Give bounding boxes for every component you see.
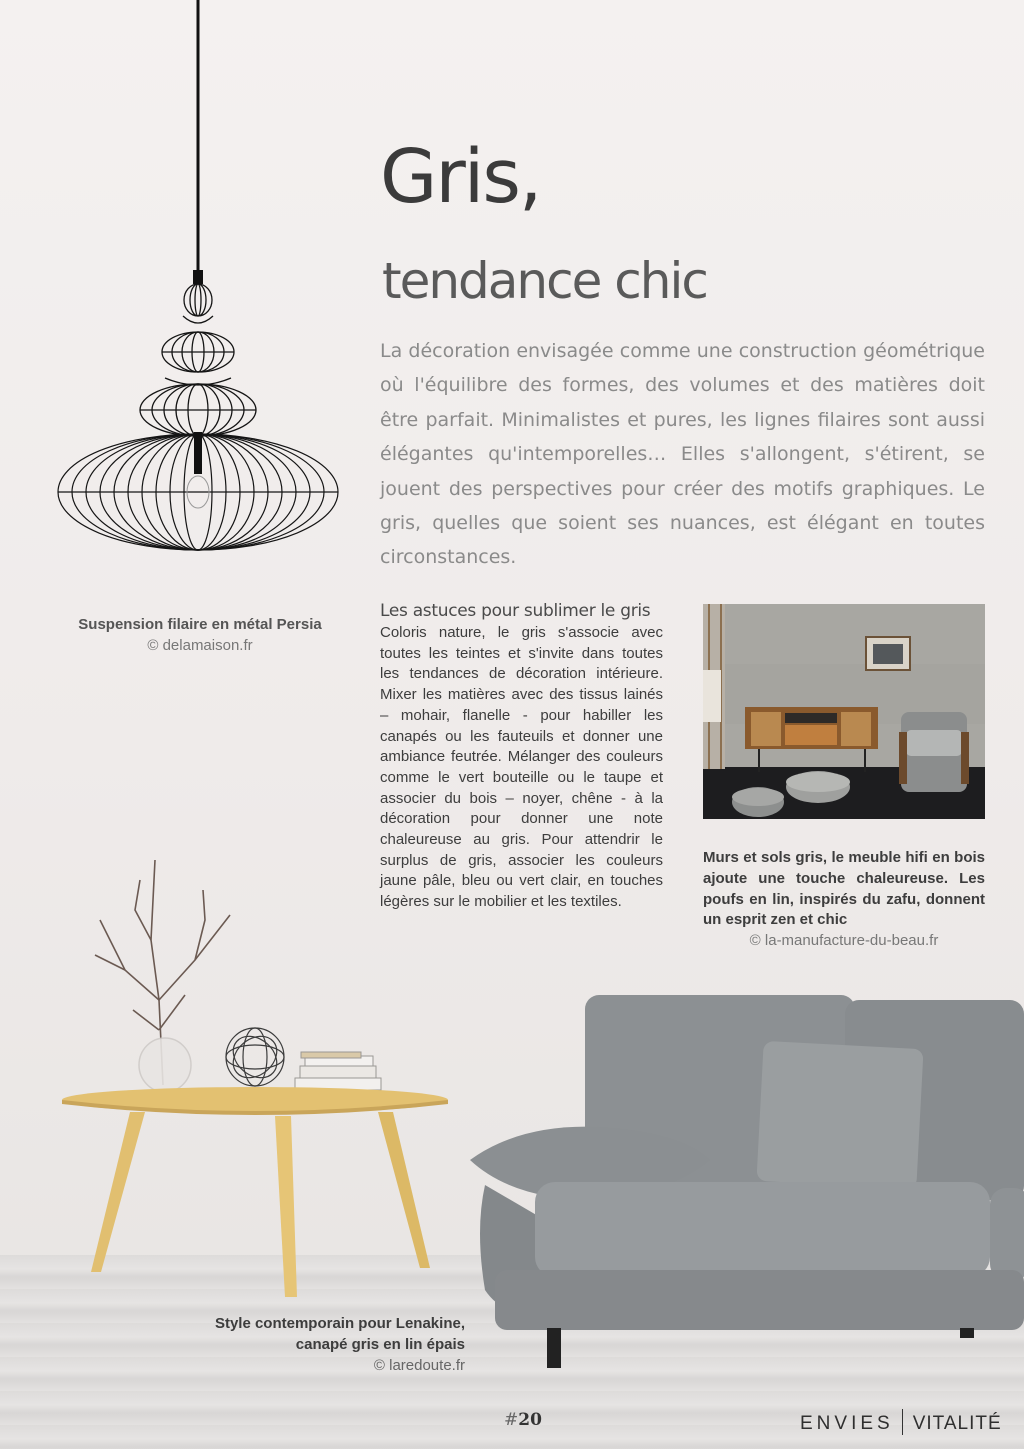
- brand-separator: [902, 1409, 903, 1435]
- page-subtitle: tendance chic: [382, 252, 707, 310]
- sofa-caption: [150, 1313, 465, 1376]
- page-number-value: 20: [518, 1410, 542, 1430]
- sofa-caption-line2: canapé gris en lin épais: [295, 1336, 465, 1353]
- page-number-hash: #: [504, 1410, 519, 1430]
- astuces-heading: Les astuces pour sublimer le gris: [380, 601, 651, 621]
- lamp-caption-title: Suspension filaire en métal Persia: [78, 616, 322, 633]
- page-title: Gris,: [380, 134, 541, 220]
- astuces-text: Coloris nature, le gris s'associe avec toutes les teintes et s'invite dans toutes les tendances de décoration intérieure. Mixer les matières avec des tissus lainés – mohair, flanelle - pour habiller les canapés ou les fauteuils et donner une ambiance feutrée. Mélanger des couleurs comme le vert bouteille ou le taupe et associer du bois – noyer, chêne - à la décoration pour donner une note chaleureuse au gris. Pour attendrir le surplus de gris, associer les couleurs jaune pâle, bleu ou vert clair, en touches légères sur le mobilier et les textiles.: [380, 624, 663, 911]
- sofa-caption-credit: © laredoute.fr: [373, 1357, 465, 1374]
- living-room-photo: [703, 604, 985, 819]
- brand-right: VITALITÉ: [912, 1413, 1002, 1434]
- photo-caption-title: Murs et sols gris, le meuble hifi en bois ajoute une touche chaleureuse. Les poufs en lin, inspirés du zafu, donnent un esprit zen et chic: [703, 849, 985, 929]
- pendant-lamp-image: [55, 0, 345, 560]
- lamp-caption: [40, 614, 360, 656]
- footer-brand: [800, 1409, 1002, 1435]
- side-table-image: [55, 820, 455, 1310]
- lamp-caption-credit: © delamaison.fr: [147, 637, 253, 654]
- sofa-image: [465, 990, 1024, 1370]
- brand-left: ENVIES: [800, 1413, 894, 1434]
- intro-paragraph: La décoration envisagée comme une construction géométrique où l'équilibre des formes, des volumes et des matières doit être parfait. Minimalistes et pures, les lignes filaires sont aussi élégantes qu'intemporelles… Elles s'allongent, s'étirent, se jouent des perspectives pour créer des motifs graphiques. Le gris, quelles que soient ses nuances, est élégant en toutes circonstances.: [380, 340, 985, 569]
- sofa-caption-line1: Style contemporain pour Lenakine,: [214, 1315, 465, 1332]
- photo-caption-credit: © la-manufacture-du-beau.fr: [749, 932, 939, 950]
- page-number: [504, 1410, 542, 1430]
- photo-caption: [703, 848, 985, 952]
